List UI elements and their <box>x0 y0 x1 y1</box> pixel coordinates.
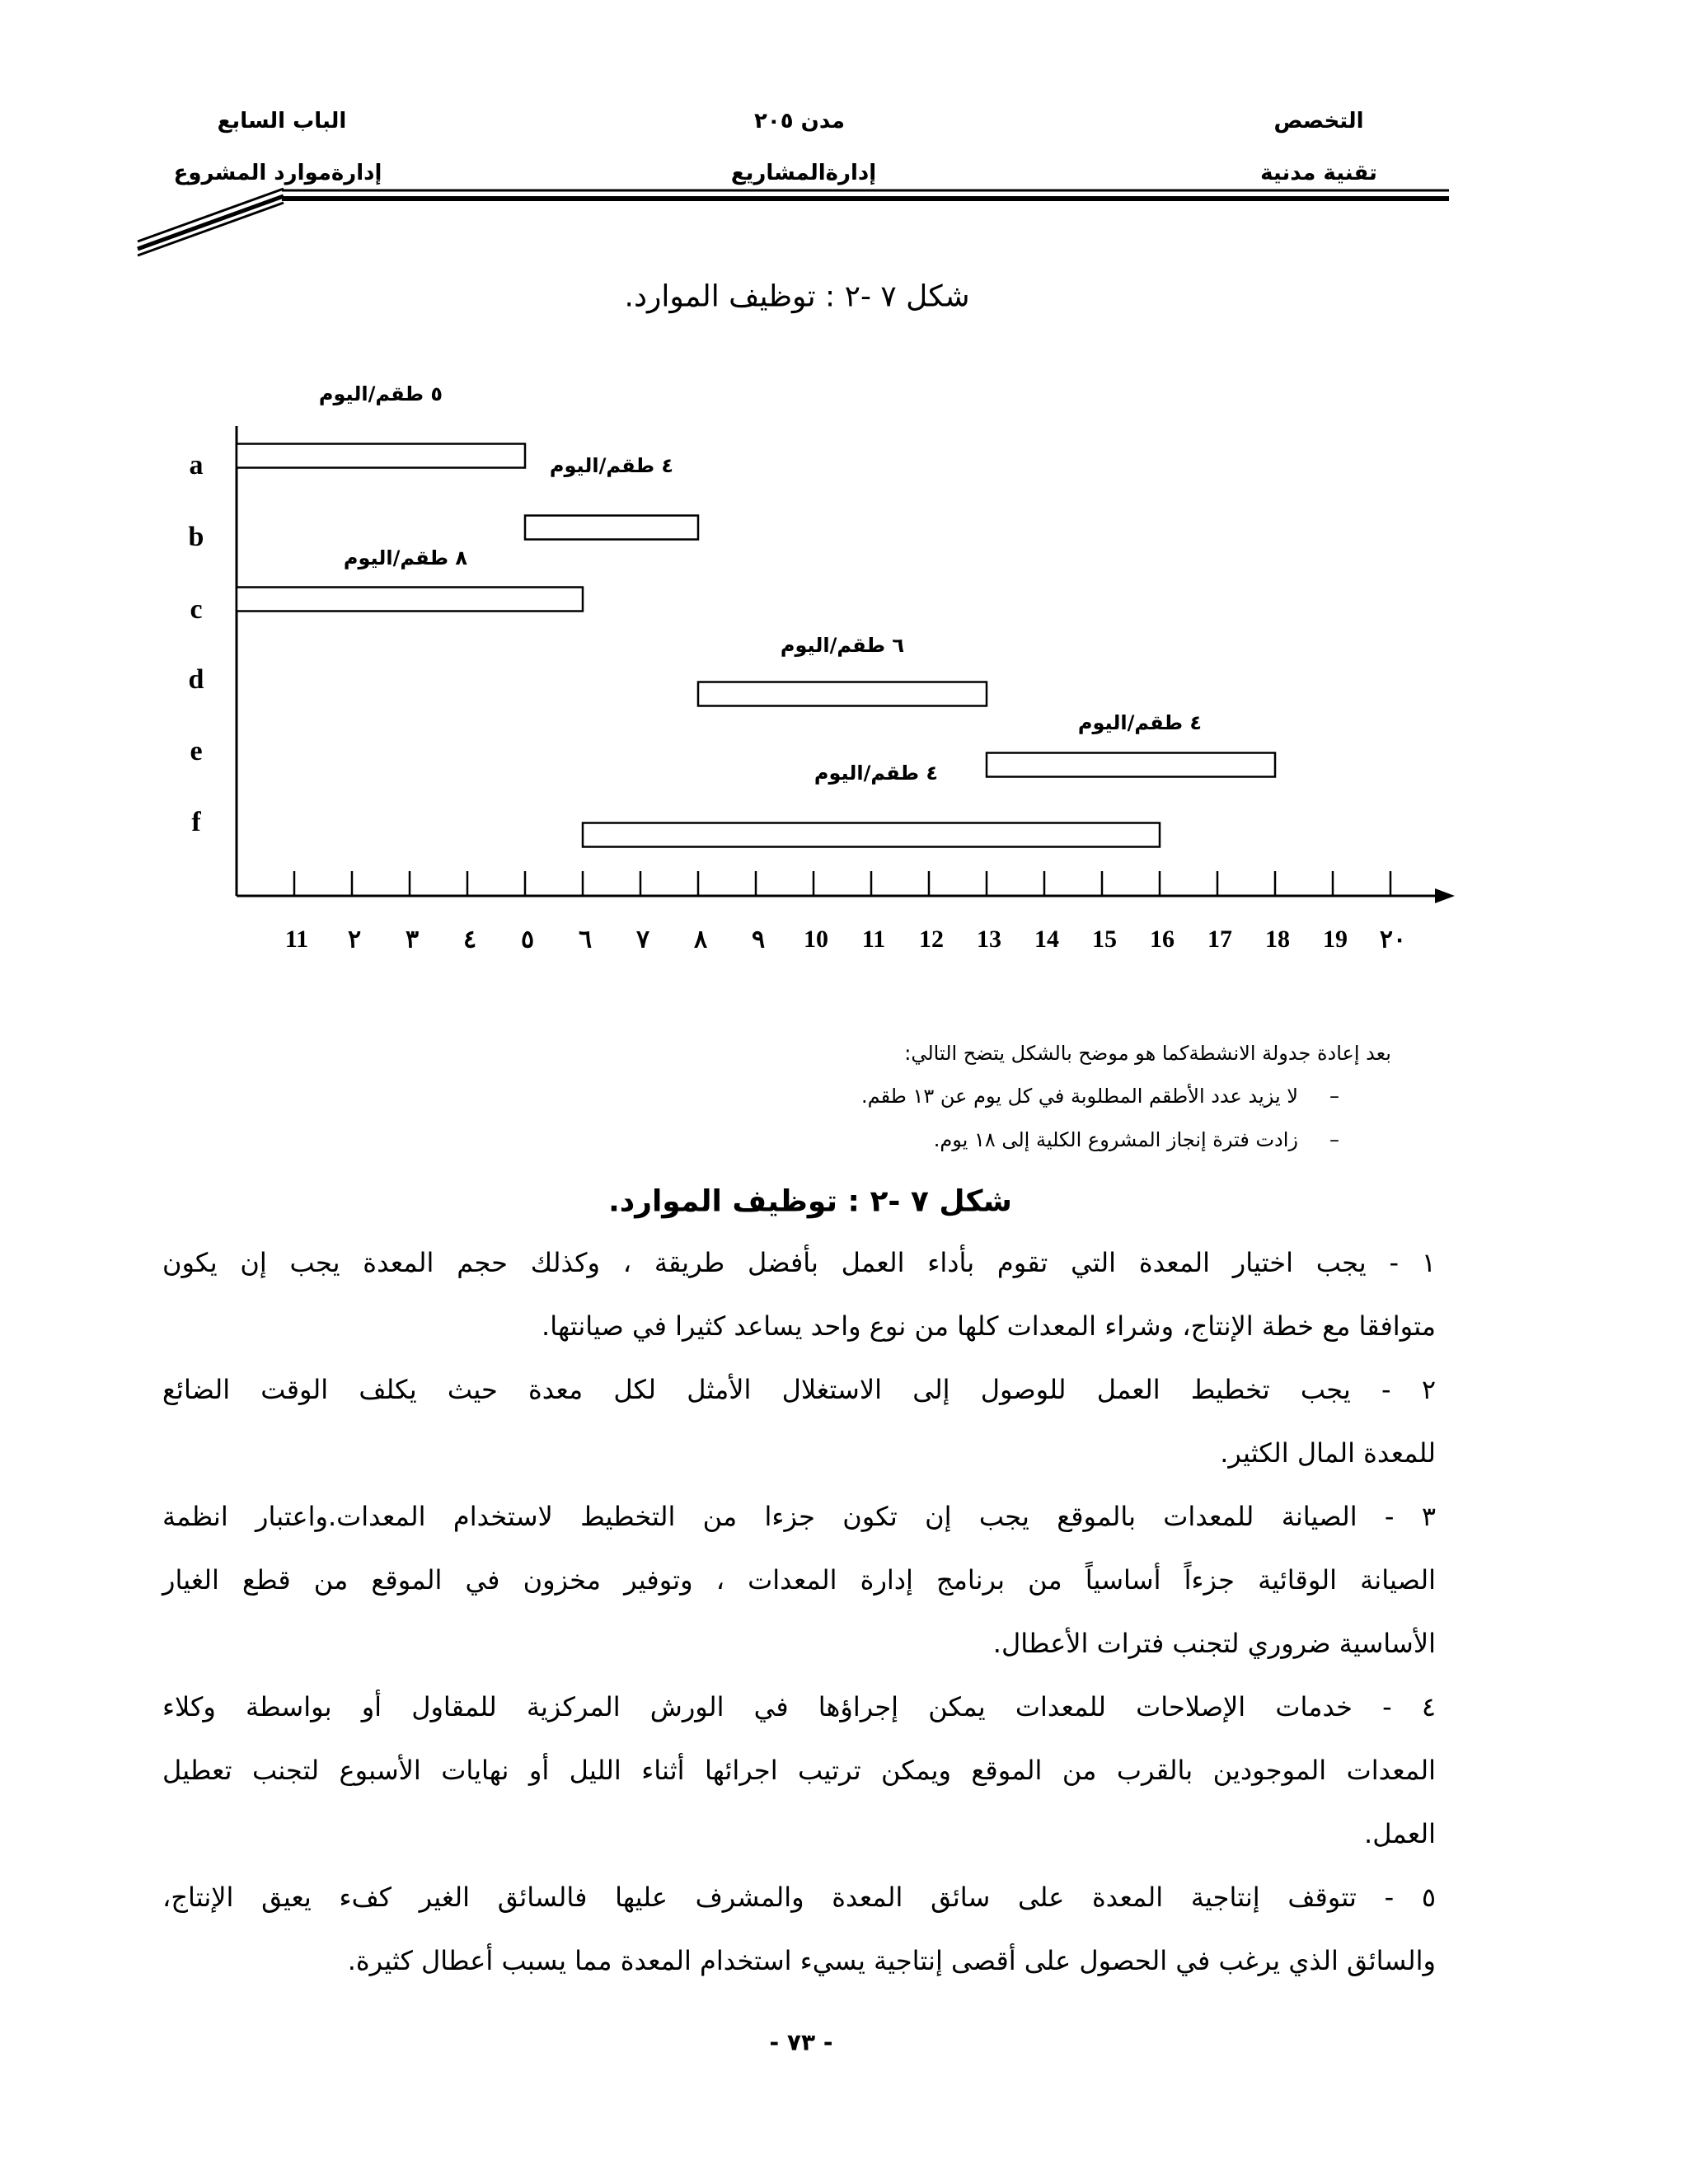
header-chapter-title: إدارةموارد المشروع <box>173 161 382 185</box>
paragraph-line: ٢ - يجب تخطيط العمل للوصول إلى الاستغلال الأمثل لكل معدة حيث يكلف الوقت الضائع <box>162 1374 1436 1405</box>
paragraph-5 <box>162 1866 1436 1993</box>
category-label: c <box>190 594 203 625</box>
x-tick-label: ٧ <box>635 926 650 954</box>
x-tick-label: 13 <box>977 926 1001 953</box>
x-tick-label: ٣ <box>405 926 420 954</box>
x-tick-label: ٢ <box>347 926 362 954</box>
category-label: a <box>189 450 204 480</box>
figure-caption-top: شكل ٧ -٢ : توظيف الموارد. <box>624 279 970 314</box>
figure-caption-bottom: شكل ٧ -٢ : توظيف الموارد. <box>608 1184 1012 1219</box>
paragraph-line: ١ - يجب اختيار المعدة التي تقوم بأداء العمل بأفضل طريقة ، وكذلك حجم المعدة يجب إن يكون <box>162 1247 1436 1278</box>
paragraph-line: المعدات الموجودين بالقرب من الموقع ويمكن ترتيب اجرائها أثناء الليل أو نهايات الأسبوع لتجنب تعطيل <box>162 1755 1436 1786</box>
chart-canvas <box>0 0 1688 989</box>
crew-per-day-label: ٤ طقم/اليوم <box>1077 711 1203 734</box>
paragraph-1 <box>162 1231 1436 1358</box>
header-course-code: مدن ٢٠٥ <box>754 109 845 134</box>
x-tick-label: 11 <box>284 926 309 953</box>
header-chapter-number: الباب السابع <box>217 109 347 134</box>
bullet-marker: – <box>1329 1128 1339 1151</box>
paragraph-2 <box>162 1358 1436 1485</box>
page-number: - ٧٣ - <box>769 2028 833 2056</box>
paragraph-line: للمعدة المال الكثير. <box>1220 1437 1436 1469</box>
x-tick-label: ٦ <box>578 926 593 954</box>
task-bar-e <box>987 753 1275 777</box>
category-label: f <box>191 807 201 837</box>
task-bar-a <box>237 444 525 468</box>
header-specialty-value: تقنية مدنية <box>1260 161 1377 185</box>
paragraph-3 <box>162 1485 1436 1675</box>
category-label: b <box>188 522 204 552</box>
body-text <box>162 1231 1436 1993</box>
paragraph-line: الأساسية ضروري لتجنب فترات الأعطال. <box>992 1628 1436 1659</box>
paragraph-line: والسائق الذي يرغب في الحصول على أقصى إنتاجية يسيء استخدام المعدة مما يسبب أعطال كثيرة. <box>347 1945 1436 1976</box>
paragraph-line: العمل. <box>1364 1818 1436 1849</box>
task-bar-b <box>525 516 698 540</box>
header-course-name: إدارةالمشاريع <box>730 161 877 185</box>
x-tick-label: 18 <box>1265 926 1290 953</box>
x-tick-label: 17 <box>1207 926 1232 953</box>
task-bar-c <box>237 588 583 612</box>
x-tick-label: 19 <box>1323 926 1348 953</box>
x-tick-label: ٤ <box>462 926 477 954</box>
paragraph-line: ٥ - تتوقف إنتاجية المعدة على سائق المعدة والمشرف عليها فالسائق الغير كفء يعيق الإنتاج، <box>162 1882 1436 1913</box>
paragraph-4 <box>162 1675 1436 1866</box>
task-bar-d <box>698 682 987 706</box>
bullet-text: لا يزيد عدد الأطقم المطلوبة في كل يوم عن ١٣ طقم. <box>860 1085 1298 1108</box>
task-bar-f <box>583 823 1160 847</box>
paragraph-line: ٤ - خدمات الإصلاحات للمعدات يمكن إجراؤها في الورش المركزية للمقاول أو بواسطة وكلاء <box>162 1691 1436 1722</box>
category-label: d <box>188 664 204 695</box>
x-tick-label: 12 <box>919 926 944 953</box>
category-label: e <box>190 736 203 766</box>
x-tick-label: 16 <box>1150 926 1175 953</box>
crew-per-day-label: ٥ طقم/اليوم <box>318 382 443 405</box>
notes-intro: بعد إعادة جدولة الانشطةكما هو موضح بالشكل يتضح التالي: <box>904 1042 1391 1065</box>
x-tick-label: 14 <box>1034 926 1059 953</box>
paragraph-line: ٣ - الصيانة للمعدات بالموقع يجب إن تكون جزءا من التخطيط لاستخدام المعدات.واعتبار انظمة <box>162 1501 1436 1532</box>
crew-per-day-label: ٨ طقم/اليوم <box>343 546 468 569</box>
crew-per-day-label: ٤ طقم/اليوم <box>549 454 674 477</box>
paragraph-line: متوافقا مع خطة الإنتاج، وشراء المعدات كلها من نوع واحد يساعد كثيرا في صيانتها. <box>542 1310 1436 1342</box>
resource-gantt-chart <box>0 0 1688 989</box>
x-tick-label: ٨ <box>693 926 708 954</box>
x-tick-label: 15 <box>1092 926 1117 953</box>
bullet-text: زادت فترة إنجاز المشروع الكلية إلى ١٨ يوم. <box>933 1128 1298 1151</box>
paragraph-line: الصيانة الوقائية جزءاً أساسياً من برنامج إدارة المعدات ، وتوفير مخزون في الموقع من قطع الغيار <box>162 1564 1436 1596</box>
x-tick-label: 10 <box>804 926 828 953</box>
x-tick-label: 11 <box>861 926 886 953</box>
bullet-marker: – <box>1329 1085 1339 1108</box>
crew-per-day-label: ٦ طقم/اليوم <box>780 634 905 657</box>
x-tick-label: ٢٠ <box>1379 926 1407 954</box>
header-specialty-label: التخصص <box>1273 109 1364 134</box>
x-tick-label: ٥ <box>520 926 535 954</box>
x-axis-arrow-icon <box>1435 888 1455 903</box>
crew-per-day-label: ٤ طقم/اليوم <box>814 762 939 785</box>
x-tick-label: ٩ <box>751 926 766 954</box>
